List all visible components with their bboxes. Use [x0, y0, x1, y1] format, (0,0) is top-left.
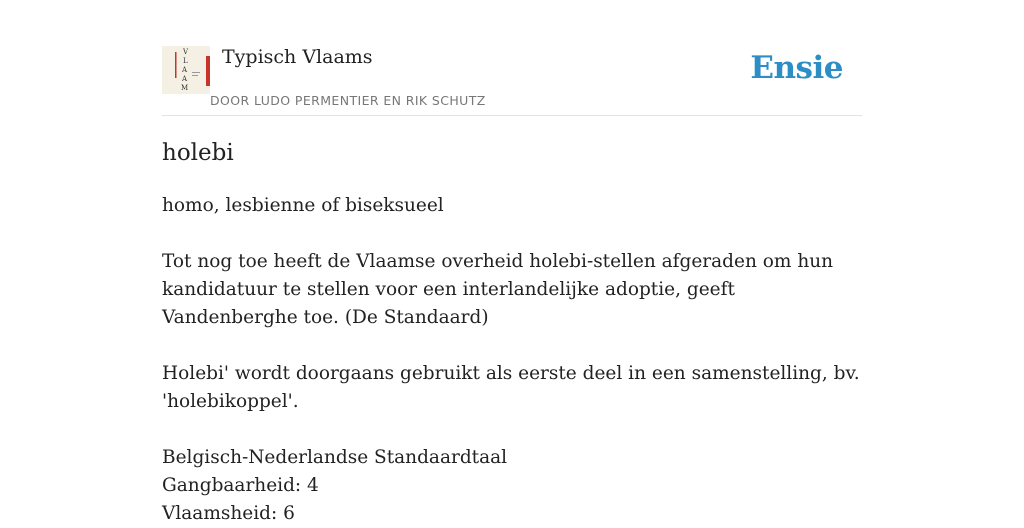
- dictionary-authors: DOOR LUDO PERMENTIER EN RIK SCHUTZ: [210, 93, 486, 108]
- svg-text:A: A: [182, 75, 188, 83]
- svg-text:M: M: [181, 84, 189, 92]
- entry-body: [162, 192, 862, 528]
- entry-flemishness: Vlaamsheid: 6: [162, 503, 295, 524]
- dictionary-title[interactable]: Typisch Vlaams: [222, 46, 373, 68]
- entry-register: Belgisch-Nederlandse Standaardtaal: [162, 447, 508, 468]
- svg-text:L: L: [183, 57, 188, 65]
- book-cover-icon[interactable]: [162, 46, 210, 94]
- page-container: [162, 0, 862, 524]
- entry-definition: homo, lesbienne of biseksueel: [162, 195, 444, 216]
- entry-usage-note: Holebi' wordt doorgaans gebruikt als eerste deel in een samenstelling, bv. 'holebikoppel'.: [162, 363, 860, 412]
- brand-logo[interactable]: Ensie: [750, 50, 843, 86]
- svg-text:A: A: [182, 66, 188, 74]
- entry-example: Tot nog toe heeft de Vlaamse overheid holebi-stellen afgeraden om hun kandidatuur te stellen voor een interlandelijke adoptie, geeft Vandenberghe toe. (De Standaard): [162, 251, 834, 328]
- entry-headword: holebi: [162, 140, 234, 166]
- svg-text:V: V: [183, 48, 189, 56]
- dictionary-header: [162, 0, 862, 116]
- entry-frequency: Gangbaarheid: 4: [162, 475, 319, 496]
